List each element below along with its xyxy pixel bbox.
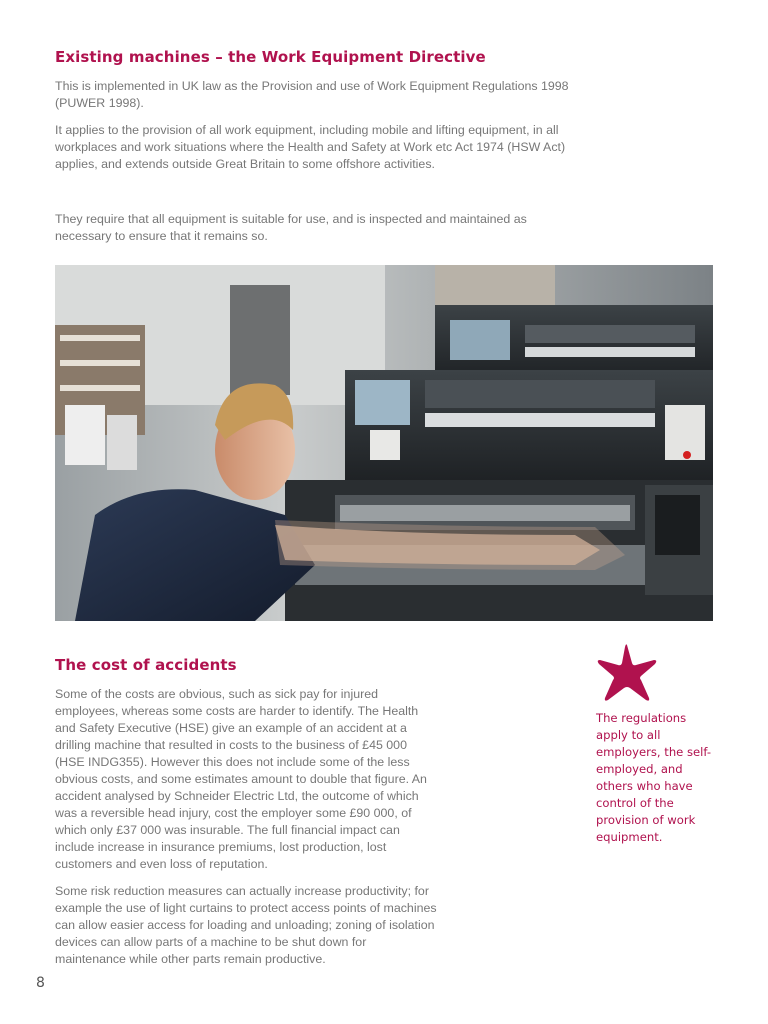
- sidebar-note: The regulations apply to all employers, the self-employed, and others who have control of the provision of work equipment.: [596, 711, 712, 844]
- section-heading-work-equipment: Existing machines – the Work Equipment Directive: [55, 48, 486, 66]
- asterisk-star-icon: [594, 643, 660, 703]
- page-number: 8: [36, 975, 45, 991]
- paragraph-puwer: This is implemented in UK law as the Provision and use of Work Equipment Regulations 1998 (PUWER 1998).: [55, 79, 569, 110]
- printing-press-photo: [55, 265, 713, 621]
- paragraph-requirements: They require that all equipment is suitable for use, and is inspected and maintained as necessary to ensure that it remains so.: [55, 212, 527, 243]
- paragraph-productivity: Some risk reduction measures can actually increase productivity; for example the use of light curtains to protect access points of machines can allow easier access for loading and unloading; zoning of isolation devices can allow parts of a machine to be shut down for maintenance while other parts remain productive.: [55, 884, 437, 966]
- section-heading-cost-of-accidents: The cost of accidents: [55, 656, 237, 674]
- paragraph-costs: Some of the costs are obvious, such as sick pay for injured employees, whereas some costs are harder to identify. The Health and Safety Executive (HSE) give an example of an accident at a drilling machine that resulted in costs to the business of £45 000 (HSE INDG355). However this does not include some of the less obvious costs, and some estimates amount to double that figure. An accident analysed by Schneider Electric Ltd, the outcome of which was a reversible head injury, cost the employer some £90 000, of which only £37 000 was insurable. The full financial impact can include increase in insurance premiums, lost production, lost customers and even loss of reputation.: [55, 687, 427, 871]
- paragraph-scope: It applies to the provision of all work equipment, including mobile and lifting equipment, in all workplaces and work situations where the Health and Safety at Work etc Act 1974 (HSW Act) applies, and extends outside Great Britain to some offshore activities.: [55, 123, 566, 171]
